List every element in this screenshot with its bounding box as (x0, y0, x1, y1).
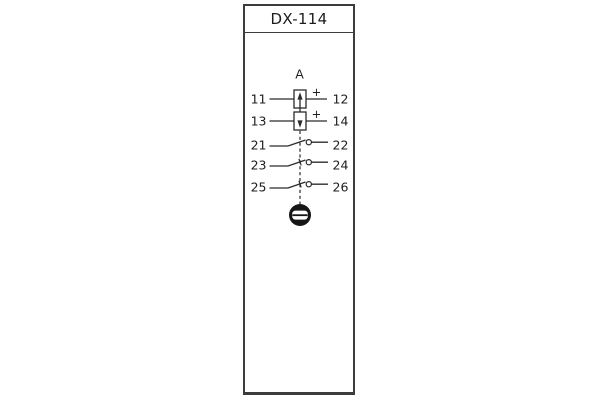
terminal-label-left: 23 (250, 157, 267, 173)
relay-model-title: DX-114 (270, 10, 328, 28)
terminal-label-right: 24 (332, 157, 349, 173)
polarity-plus-sign: + (311, 106, 322, 121)
contact-pivot-circle (306, 160, 311, 165)
polarity-plus-sign: + (311, 84, 322, 99)
terminal-label-left: 25 (250, 179, 267, 195)
schematic-diagram (243, 60, 355, 245)
terminal-label-right: 22 (332, 137, 349, 153)
contact-pivot-circle (306, 182, 311, 187)
contact-blade (288, 160, 306, 166)
group-label: A (295, 66, 304, 82)
terminal-label-left: 13 (250, 113, 267, 129)
terminal-label-left: 21 (250, 137, 267, 153)
terminal-label-right: 26 (332, 179, 349, 195)
terminal-label-right: 14 (332, 113, 349, 129)
terminal-label-right: 12 (332, 91, 349, 107)
contact-pivot-circle (306, 140, 311, 145)
contact-blade (288, 182, 306, 188)
relay-title-box (245, 6, 353, 33)
contact-blade (288, 140, 306, 146)
terminal-label-left: 11 (250, 91, 267, 107)
